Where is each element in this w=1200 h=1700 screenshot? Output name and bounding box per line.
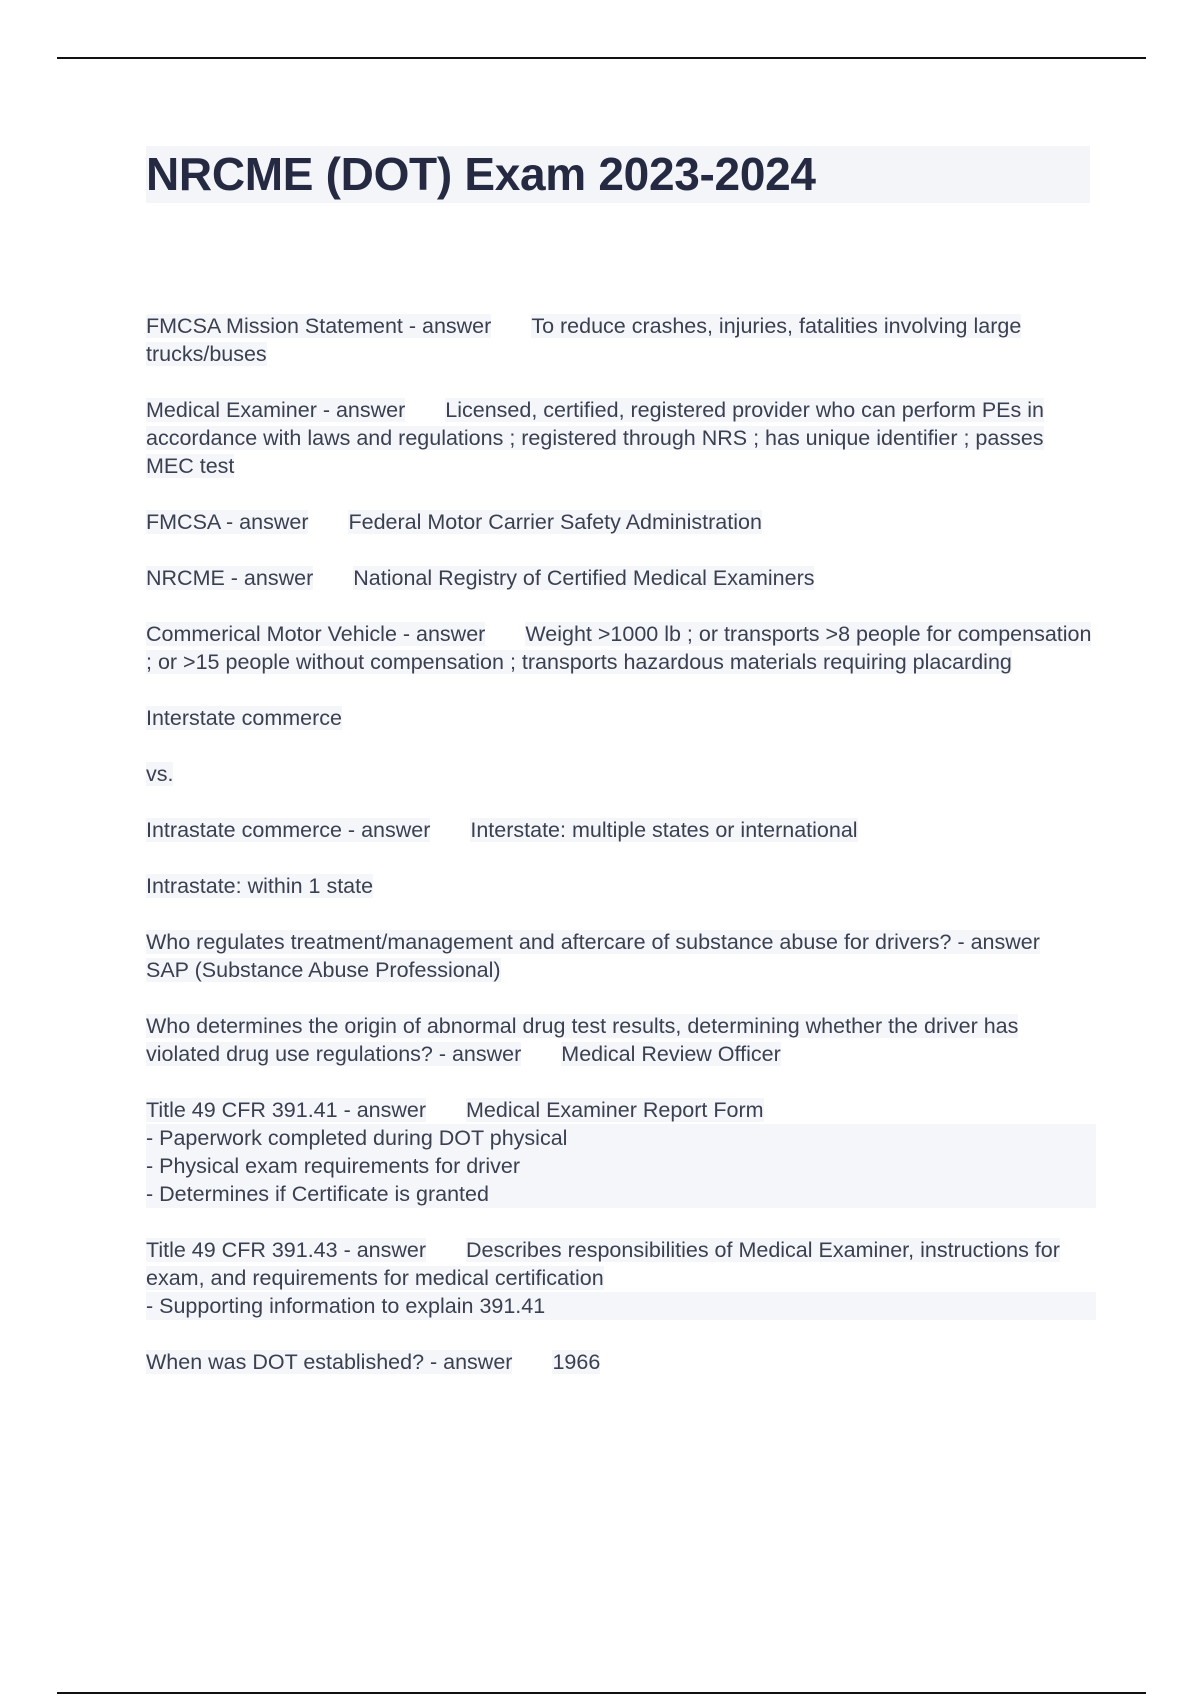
flashcard-item xyxy=(146,1096,1096,1208)
answer-bullet: - Determines if Certificate is granted xyxy=(146,1180,1096,1208)
answer-text: Medical Review Officer xyxy=(561,1042,781,1066)
document-title: NRCME (DOT) Exam 2023-2024 xyxy=(146,148,816,200)
answer-text: National Registry of Certified Medical Examiners xyxy=(353,566,815,590)
question-text: Interstate commerce xyxy=(146,706,342,730)
flashcard-item xyxy=(146,312,1096,368)
flashcard-item xyxy=(146,1012,1096,1068)
answer-text: To reduce crashes, injuries, fatalities involving large trucks/buses xyxy=(146,314,1022,366)
question-text: Title 49 CFR 391.41 - answer xyxy=(146,1098,427,1122)
question-text: When was DOT established? - answer xyxy=(146,1350,513,1374)
question-text: NRCME - answer xyxy=(146,566,314,590)
answer-text: Weight >1000 lb ; or transports >8 people for compensation ; or >15 people without compensation ; transports hazardous materials requiring placarding xyxy=(146,622,1092,674)
header-rule xyxy=(57,57,1146,59)
flashcard-item xyxy=(146,564,1096,592)
flashcard-item xyxy=(146,816,1096,844)
flashcard-item xyxy=(146,928,1096,984)
footer-rule xyxy=(57,1692,1146,1694)
flashcard-item xyxy=(146,872,1096,900)
answer-bullet: - Physical exam requirements for driver xyxy=(146,1152,1096,1180)
answer-bullet: - Supporting information to explain 391.41 xyxy=(146,1292,1096,1320)
answer-text: Licensed, certified, registered provider who can perform PEs in accordance with laws and regulations ; registered through NRS ; has unique identifier ; passes MEC test xyxy=(146,398,1044,478)
question-text: Title 49 CFR 391.43 - answer xyxy=(146,1238,427,1262)
flashcard-item xyxy=(146,620,1096,676)
question-text: FMCSA - answer xyxy=(146,510,309,534)
question-text: Intrastate commerce - answer xyxy=(146,818,431,842)
flashcard-list xyxy=(146,312,1096,1404)
answer-bullet: - Paperwork completed during DOT physical xyxy=(146,1124,1096,1152)
question-text: Commerical Motor Vehicle - answer xyxy=(146,622,486,646)
flashcard-item xyxy=(146,508,1096,536)
question-text: Medical Examiner - answer xyxy=(146,398,406,422)
answer-text: Federal Motor Carrier Safety Administration xyxy=(348,510,762,534)
answer-text: Describes responsibilities of Medical Examiner, instructions for exam, and requirements for medical certification xyxy=(146,1238,1060,1290)
answer-text: 1966 xyxy=(552,1350,601,1374)
question-text: Who regulates treatment/management and aftercare of substance abuse for drivers? - answer xyxy=(146,930,1040,954)
question-text: Intrastate: within 1 state xyxy=(146,874,374,898)
flashcard-item xyxy=(146,760,1096,788)
answer-text: SAP (Substance Abuse Professional) xyxy=(146,958,501,982)
answer-text: Medical Examiner Report Form xyxy=(466,1098,764,1122)
answer-text: Interstate: multiple states or international xyxy=(470,818,858,842)
flashcard-item xyxy=(146,396,1096,480)
question-text: vs. xyxy=(146,762,174,786)
question-text: FMCSA Mission Statement - answer xyxy=(146,314,492,338)
question-text: Who determines the origin of abnormal drug test results, determining whether the driver has violated drug use regulations? - answer xyxy=(146,1014,1019,1066)
flashcard-item xyxy=(146,704,1096,732)
flashcard-item xyxy=(146,1348,1096,1376)
flashcard-item xyxy=(146,1236,1096,1320)
